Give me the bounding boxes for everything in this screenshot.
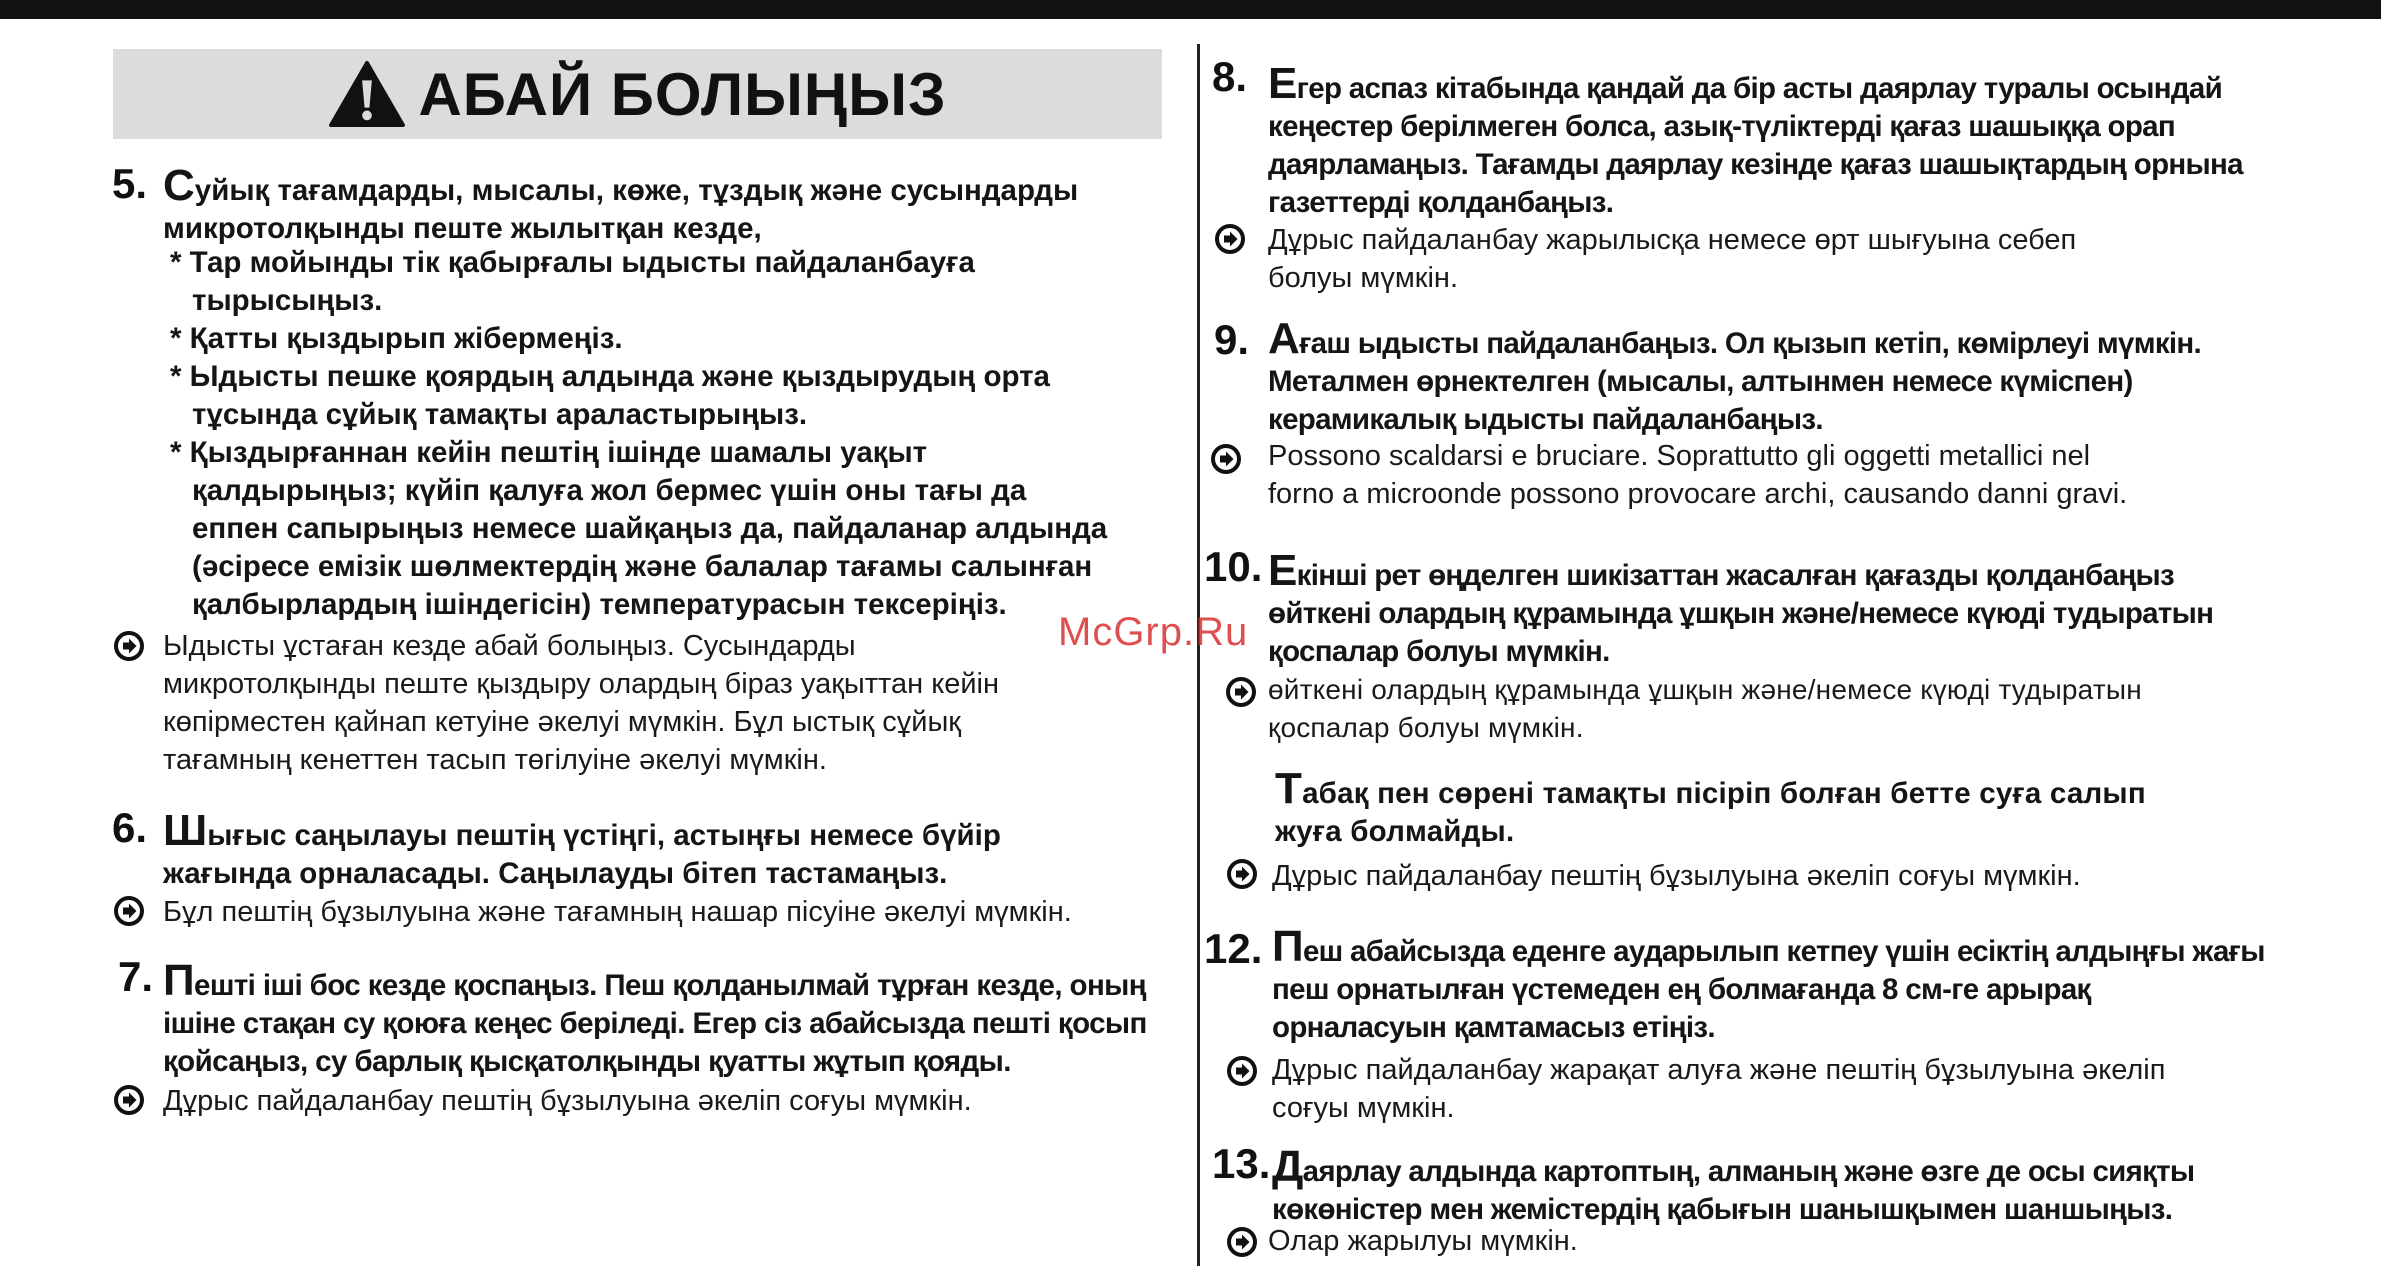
heading-line: аярлау алдында картоптың, алманың және өзге де осы сияқты: [1302, 1155, 2195, 1188]
item-7-note: [163, 1082, 972, 1120]
bullet-line: * Қатты қыздырып жібермеңіз.: [170, 322, 623, 355]
heading-line: қойсаңыз, су барлық қысқатолқынды қуатты жұтып қояды.: [163, 1045, 1011, 1078]
arrow-bullet-icon: [113, 630, 145, 662]
heading-line: ығыс саңылауы пештің үстіңгі, астыңғы немесе бүйір: [207, 819, 1001, 852]
item-10-note: [1268, 671, 2142, 747]
arrow-bullet-icon: [1214, 223, 1246, 255]
note-line: қоспалар болуы мүмкін.: [1268, 712, 1584, 743]
bullet-line: * Қыздырғаннан кейін пештің ішінде шамалы уақыт: [170, 436, 928, 469]
bullet-line: тырысыңыз.: [192, 284, 383, 317]
bullet-item: [170, 320, 1107, 358]
warning-banner: [113, 49, 1162, 139]
bullet-item: [170, 244, 1107, 320]
item-13-heading: [1272, 1142, 2195, 1229]
item-number-10: 10.: [1204, 543, 1263, 590]
heading-line: еш абайсызда еденге аударылып кетпеу үшін есіктің алдыңғы жағы: [1302, 935, 2265, 968]
item-9-note: [1268, 437, 2127, 513]
bullet-line: тұсында сұйық тамақты араластырыңыз.: [192, 398, 808, 431]
arrow-bullet-icon: [1210, 443, 1242, 475]
note-line: өйткені олардың құрамында ұшқын және/немесе күюді тудыратын: [1268, 674, 2142, 705]
item-number-9: 9.: [1214, 316, 1250, 363]
heading-line: жуға болмайды.: [1275, 815, 1515, 848]
item-number-7: 7.: [118, 953, 154, 1000]
item-11-note: [1272, 857, 2081, 895]
heading-line: уйық тағамдарды, мысалы, көже, тұздық және сусындарды: [194, 174, 1079, 207]
arrow-bullet-icon: [1226, 1226, 1258, 1258]
heading-line: жағында орналасады. Саңылауды бітеп тастамаңыз.: [163, 857, 948, 890]
heading-line: ғаш ыдысты пайдаланбаңыз. Ол қызып кетіп, көмірлеуі мүмкін.: [1299, 327, 2202, 360]
item-11-heading: [1275, 764, 2146, 851]
heading-line: кеңестер берілмеген болса, азық-түліктерді қағаз шашыққа орап: [1268, 110, 2176, 143]
bullet-line: қалбырлардың ішіндегісін) температурасын тексеріңіз.: [192, 588, 1007, 621]
note-line: Дұрыс пайдаланбау пештің бұзылуына әкеліп соғуы мүмкін.: [163, 1085, 972, 1117]
drop-cap: Е: [1268, 59, 1297, 108]
heading-line: газеттерді қолданбаңыз.: [1268, 186, 1614, 219]
heading-line: кінші рет өңделген шикізаттан жасалған қағазды қолданбаңыз: [1296, 559, 2174, 592]
item-5-heading: [163, 161, 1079, 248]
note-line: Possono scaldarsi e bruciare. Soprattutto gli oggetti metallici nel: [1268, 440, 2091, 472]
page-title: АБАЙ БОЛЫҢЫЗ: [418, 60, 947, 128]
item-12-heading: [1272, 922, 2265, 1047]
note-line: тағамның кенеттен тасып төгілуіне әкелуі мүмкін.: [163, 744, 827, 776]
item-10-heading: [1268, 546, 2214, 671]
item-number-12: 12.: [1204, 925, 1263, 972]
arrow-bullet-icon: [1225, 676, 1257, 708]
item-5-note: [163, 627, 999, 779]
bullet-line: * Ыдысты пешке қоярдың алдында және қыздырудың орта: [170, 360, 1050, 393]
note-line: Олар жарылуы мүмкін.: [1268, 1225, 1578, 1257]
arrow-bullet-icon: [1226, 1055, 1258, 1087]
note-line: микротолқынды пеште қыздыру олардың біраз уақыттан кейін: [163, 668, 999, 700]
note-line: Бұл пештің бұзылуына және тағамның нашар пісуіне әкелуі мүмкін.: [163, 896, 1072, 928]
drop-cap: С: [163, 161, 195, 210]
item-6-note: [163, 893, 1072, 931]
note-line: көпірместен қайнап кетуіне әкелуі мүмкін. Бұл ыстық сұйық: [163, 706, 961, 738]
note-line: болуы мүмкін.: [1268, 262, 1459, 294]
item-8-note: [1268, 221, 2076, 297]
heading-line: ішіне стақан су қоюға кеңес беріледі. Егер сіз абайсызда пешті қосып: [163, 1007, 1147, 1040]
item-number-8: 8.: [1212, 53, 1248, 100]
heading-line: өйткені олардың құрамында ұшқын және/немесе күюді тудыратын: [1268, 597, 2214, 630]
note-line: соғуы мүмкін.: [1272, 1092, 1455, 1124]
heading-line: абақ пен сөрені тамақты пісіріп болған бетте суға салып: [1302, 777, 2146, 810]
item-9-heading: [1268, 314, 2202, 439]
item-12-note: [1272, 1051, 2165, 1127]
item-8-heading: [1268, 59, 2243, 222]
bullet-item: [170, 358, 1107, 434]
note-line: Дұрыс пайдаланбау пештің бұзылуына әкеліп соғуы мүмкін.: [1272, 860, 2081, 892]
heading-line: пеш орнатылған үстемеден ең болмағанда 8 см-ге арырақ: [1272, 973, 2091, 1006]
drop-cap: П: [1272, 922, 1303, 971]
column-divider: [1197, 44, 1200, 1266]
heading-line: көкөністер мен жемістердің қабығын шанышқымен шаншыңыз.: [1272, 1193, 2173, 1226]
warning-triangle-icon: [328, 59, 406, 129]
note-line: Дұрыс пайдаланбау жарылысқа немесе өрт шығуына себеп: [1268, 224, 2077, 256]
arrow-bullet-icon: [113, 1084, 145, 1116]
heading-line: керамикалық ыдысты пайдаланбаңыз.: [1268, 403, 1823, 436]
heading-line: орналасуын қамтамасыз етіңіз.: [1272, 1011, 1715, 1044]
note-line: Дұрыс пайдаланбау жарақат алуға және пештің бұзылуына әкеліп: [1272, 1054, 2166, 1086]
item-number-5: 5.: [112, 160, 148, 207]
item-5-bullets: [170, 244, 1107, 624]
heading-line: қоспалар болуы мүмкін.: [1268, 635, 1610, 668]
item-number-13: 13.: [1212, 1140, 1271, 1187]
bullet-line: * Тар мойынды тік қабырғалы ыдысты пайдаланбауға: [170, 246, 975, 279]
heading-line: даярламаңыз. Тағамды даярлау кезінде қағаз шашықтардың орнына: [1268, 148, 2243, 181]
item-13-note: [1268, 1222, 1578, 1260]
heading-line: ешті іші бос кезде қоспаңыз. Пеш қолданылмай тұрған кезде, оның: [194, 969, 1146, 1002]
drop-cap: Е: [1268, 546, 1297, 595]
item-7-heading: [163, 956, 1147, 1081]
note-line: Ыдысты ұстаған кезде абай болыңыз. Сусындарды: [163, 630, 856, 662]
bullet-item: [170, 434, 1107, 624]
heading-line: гер аспаз кітабында қандай да бір асты даярлау туралы осындай: [1296, 72, 2223, 105]
arrow-bullet-icon: [113, 895, 145, 927]
bullet-line: (әсіресе емізік шөлмектердің және балалар тағамы салынған: [192, 550, 1093, 583]
arrow-bullet-icon: [1226, 858, 1258, 890]
watermark: McGrp.Ru: [1058, 610, 1249, 654]
top-bar: [0, 0, 2381, 19]
note-line: forno a microonde possono provocare archi, causando danni gravi.: [1268, 478, 2128, 510]
heading-line: Металмен өрнектелген (мысалы, алтынмен немесе күміспен): [1268, 365, 2133, 398]
bullet-line: еппен сапырыңыз немесе шайқаңыз да, пайдаланар алдында: [192, 512, 1108, 545]
drop-cap: А: [1268, 314, 1300, 363]
heading-line: микротолқынды пеште жылытқан кезде,: [163, 212, 762, 245]
bullet-line: қалдырыңыз; күйіп қалуға жол бермес үшін оны тағы да: [192, 474, 1027, 507]
item-number-6: 6.: [112, 804, 148, 851]
drop-cap: П: [163, 956, 195, 1005]
drop-cap: Д: [1272, 1142, 1303, 1191]
drop-cap: Т: [1275, 764, 1303, 813]
drop-cap: Ш: [163, 806, 208, 855]
item-6-heading: [163, 806, 1001, 893]
